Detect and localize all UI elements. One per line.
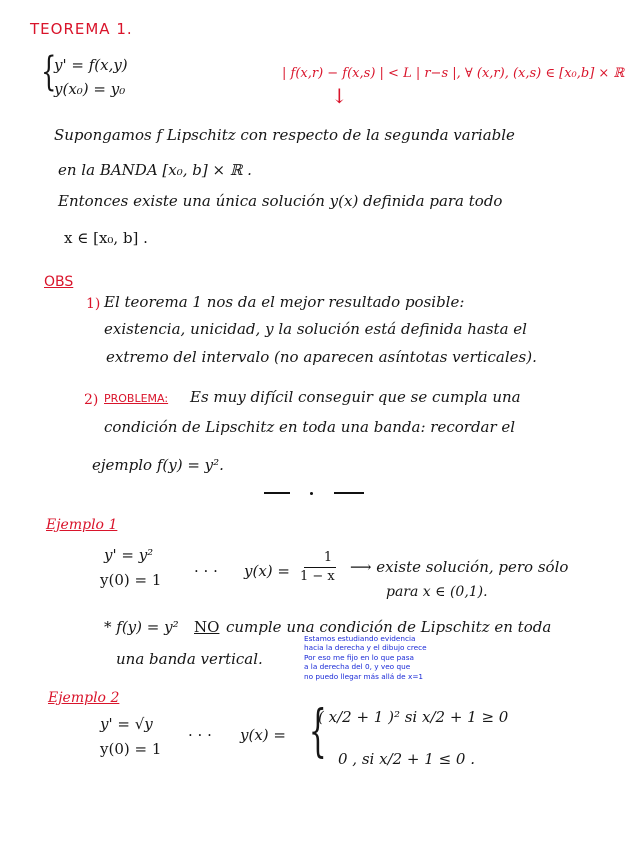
- statement-line4: x ∈ [x₀, b] .: [64, 229, 148, 247]
- statement-line1: Supongamos f Lipschitz con respecto de la segunda variable: [54, 126, 515, 144]
- obs-item2-line3: ejemplo f(y) = y².: [92, 456, 224, 474]
- divider-dot: [310, 492, 313, 495]
- ejemplo2-dots: · · ·: [188, 726, 212, 744]
- ejemplo1-remark-line1: ⟶ existe solución, pero sólo: [350, 558, 569, 576]
- ejemplo1-solution-lhs: y(x) =: [244, 562, 290, 580]
- system-eq2: y(x₀) = y₀: [54, 80, 126, 98]
- ejemplo2-label: Ejemplo 2: [48, 690, 120, 706]
- ejemplo2-solution-lhs: y(x) =: [240, 726, 286, 744]
- ejemplo1-solution-denominator: 1 − x: [300, 569, 335, 584]
- ejemplo1-note-no: NO: [194, 618, 220, 636]
- statement-line2: en la BANDA [x₀, b] × ℝ .: [58, 161, 252, 179]
- obs-item1-number: 1): [86, 296, 101, 312]
- arrow-down-icon: ↓: [331, 84, 348, 108]
- blue-note-line: Estamos estudiando evidencia: [304, 634, 416, 643]
- ejemplo2-case1: ( x/2 + 1 )² si x/2 + 1 ≥ 0: [318, 708, 509, 726]
- blue-note-line: hacia la derecha y el dibujo crece: [304, 643, 427, 653]
- divider-left: [264, 492, 290, 494]
- ejemplo1-label: Ejemplo 1: [46, 517, 118, 533]
- system-eq1: y' = f(x,y): [54, 56, 128, 74]
- blue-margin-note: [304, 634, 430, 681]
- obs-label: OBS: [44, 274, 74, 290]
- ejemplo1-note-rest: cumple una condición de Lipschitz en toda: [226, 618, 552, 636]
- ejemplo1-solution-numerator: 1: [323, 550, 333, 565]
- divider-right: [334, 492, 364, 494]
- ejemplo2-case2: 0 , si x/2 + 1 ≤ 0 .: [338, 750, 475, 768]
- obs-item2-line2: condición de Lipschitz en toda una banda: recordar el: [104, 418, 516, 436]
- blue-note-line: a la derecha del 0, y veo que: [304, 662, 411, 672]
- ejemplo1-remark-line2: para x ∈ (0,1).: [386, 584, 488, 600]
- ejemplo2-eq1: y' = √y: [100, 715, 153, 733]
- statement-line3: Entonces existe una única solución y(x) definida para todo: [58, 192, 503, 210]
- ejemplo1-eq1: y' = y²: [104, 546, 154, 564]
- obs-item1-line2: existencia, unicidad, y la solución está definida hasta el: [104, 320, 527, 338]
- ejemplo1-note-line2: una banda vertical.: [116, 650, 263, 668]
- problema-label: PROBLEMA:: [104, 392, 169, 405]
- theorem-title: TEOREMA 1.: [30, 20, 133, 38]
- ejemplo1-note-start: * f(y) = y²: [104, 618, 179, 636]
- blue-note-line: no puedo llegar más allá de x=1: [304, 671, 424, 681]
- ejemplo1-eq2: y(0) = 1: [100, 571, 162, 589]
- obs-item2-number: 2): [84, 392, 99, 408]
- ejemplo2-eq2: y(0) = 1: [100, 740, 162, 758]
- obs-item2-line1: Es muy difícil conseguir que se cumpla una: [190, 388, 521, 406]
- system-brace: {: [41, 49, 57, 95]
- blue-note-line: Por eso me fijo en lo que pasa: [304, 652, 415, 662]
- ejemplo1-dots: · · ·: [194, 562, 218, 580]
- lipschitz-condition: | f(x,r) − f(x,s) | < L | r−s |, ∀ (x,r), (x,s) ∈ [x₀,b] × ℝ: [282, 66, 625, 81]
- fraction-bar: [304, 567, 336, 568]
- obs-item1-line1: El teorema 1 nos da el mejor resultado posible:: [104, 293, 465, 311]
- obs-item1-line3: extremo del intervalo (no aparecen asíntotas verticales).: [106, 348, 537, 366]
- cases-brace: {: [308, 699, 327, 764]
